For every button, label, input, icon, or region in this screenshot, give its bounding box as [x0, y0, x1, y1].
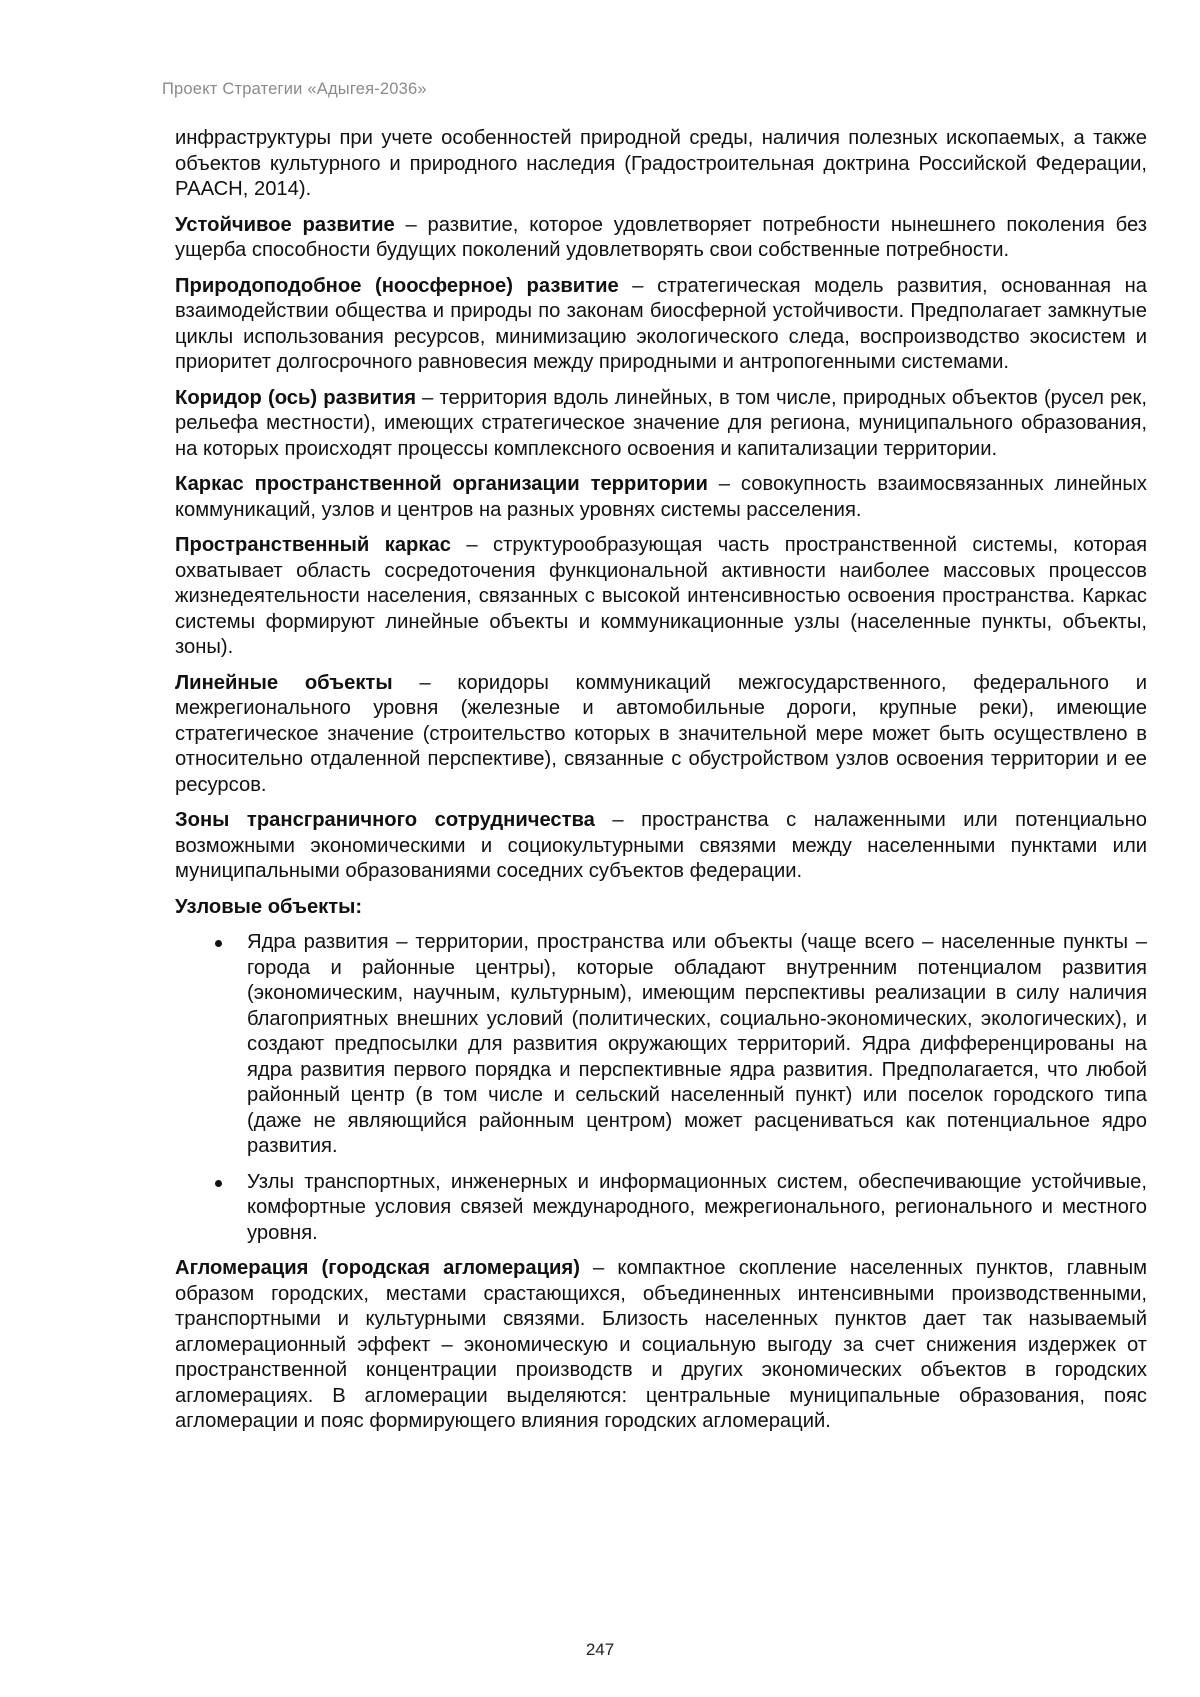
definition-text: – развитие, которое удовлетворяет потребности нынешнего поколения без ущерба способности будущих поколений удовлетворять свои собственные потребности.: [175, 213, 1147, 261]
list-item-text: Ядра развития – территории, пространства или объекты (чаще всего – населенные пункты – города и районные центры), которые обладают внутренним потенциалом развития (экономическим, научным, культурным), имеющим перспективы реализации в силу наличия благоприятных внешних условий (политических, социально-экономических, экологических), и создают предпосылки для развития окружающих территорий. Ядра дифференцированы на ядра развития первого порядка и перспективные ядра развития. Предполагается, что любой районный центр (в том числе и сельский населенный пункт) или поселок городского типа (даже не являющийся районным центром) может расцениваться как потенциальное ядро развития.: [247, 931, 1147, 1157]
definition-text: – структурообразующая часть пространственной системы, которая охватывает область сосредоточения функциональной активности наиболее массовых процессов жизнедеятельности населения, связанных с высокой интенсивностью освоения пространства. Каркас системы формируют линейные объекты и коммуникационные узлы (населенные пункты, объекты, зоны).: [175, 534, 1147, 658]
list-item: [175, 930, 1147, 1160]
page-number: 247: [585, 1640, 615, 1659]
definition-term: Коридор (ось) развития: [175, 386, 417, 409]
page-body: [175, 126, 1147, 1445]
definition-text: – стратегическая модель развития, основанная на взаимодействии общества и природы по законам биосферной устойчивости. Предполагает замкнутые циклы использования ресурсов, минимизацию экологического следа, воспроизводство экосистем и приоритет долгосрочного равновесия между природными и антропогенными системами.: [175, 274, 1147, 373]
definition-text: – территория вдоль линейных, в том числе, природных объектов (русел рек, рельефа местности), имеющих стратегическое значение для региона, муниципального образования, на которых происходят процессы комплексного освоения и капитализации территории.: [175, 386, 1147, 460]
intro-paragraph: инфраструктуры при учете особенностей природной среды, наличия полезных ископаемых, а также объектов культурного и природного наследия (Градостроительная доктрина Российской Федерации, РААСН, 2014).: [175, 127, 1147, 200]
definition-term: Агломерация (городская агломерация): [175, 1257, 580, 1279]
definition-term: Линейные объекты: [175, 671, 393, 694]
definition-text: – компактное скопление населенных пунктов, главным образом городских, местами срастающихся, объединенных интенсивными производственными, транспортными и культурными связями. Близость населенных пунктов дает так называемый агломерационный эффект – экономическую и социальную выгоду за счет снижения издержек от пространственной концентрации производств и других экономических объектов в городских агломерациях. В агломерации выделяются: центральные муниципальные образования, пояс агломерации и пояс формирующего влияния городских агломераций.: [175, 1257, 1147, 1432]
definition-term: Природоподобное (ноосферное) развитие: [175, 274, 619, 297]
list-item-text: Узлы транспортных, инженерных и информационных систем, обеспечивающие устойчивые, комфортные условия связей международного, межрегионального, регионального и местного уровня.: [247, 1170, 1147, 1244]
definition-paragraph: [175, 213, 1147, 264]
definition-paragraph: [175, 671, 1147, 799]
running-header: Проект Стратегии «Адыгея-2036»: [162, 80, 427, 98]
definition-paragraph: [175, 533, 1147, 661]
definition-term: Пространственный каркас: [175, 534, 451, 556]
nodal-objects-heading: Узловые объекты:: [175, 895, 363, 918]
nodal-objects-list: [175, 930, 1147, 1246]
bullet-icon: [215, 1180, 222, 1187]
list-item: [175, 1170, 1147, 1247]
definition-paragraph: [175, 472, 1147, 523]
definition-text: – коридоры коммуникаций межгосударственного, федерального и межрегионального уровня (железные и автомобильные дороги, крупные реки), имеющие стратегическое значение (строительство которых в значительной мере может быть осуществлено в относительно отдаленной перспективе), связанные с обустройством узлов освоения территории и ее ресурсов.: [175, 671, 1147, 796]
definition-term: Устойчивое развитие: [175, 213, 395, 236]
definition-paragraph: [175, 386, 1147, 463]
definition-text: – совокупность взаимосвязанных линейных коммуникаций, узлов и центров на разных уровнях системы расселения.: [175, 473, 1148, 521]
definition-term: Каркас пространственной организации территории: [175, 473, 708, 495]
definition-paragraph: [175, 274, 1147, 376]
definition-term: Зоны трансграничного сотрудничества: [175, 809, 595, 831]
definition-text: – пространства с налаженными или потенциально возможными экономическими и социокультурными связями между населенными пунктами или муниципальными образованиями соседних субъектов федерации.: [175, 809, 1147, 882]
definition-paragraph: [175, 1256, 1147, 1435]
definition-paragraph: [175, 808, 1147, 885]
bullet-icon: [215, 940, 222, 947]
